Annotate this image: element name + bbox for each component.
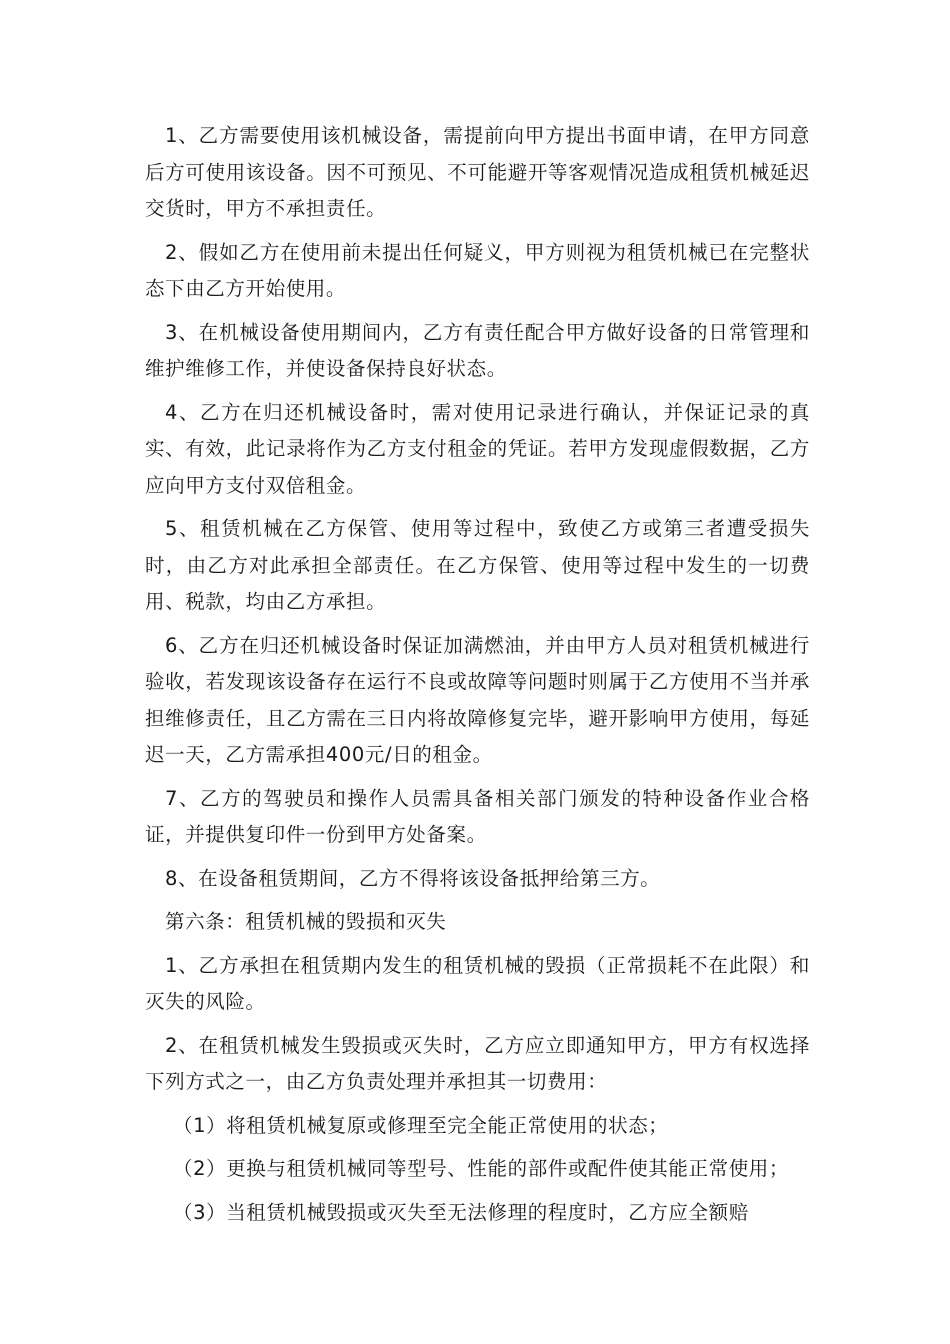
article-6-heading: 第六条：租赁机械的毁损和灭失 <box>165 910 447 933</box>
clause-7: 7、乙方的驾驶员和操作人员需具备相关部门颁发的特种设备作业合格证，并提供复印件一份到甲方处备案。 <box>145 786 810 846</box>
article-6-clause-1: 1、乙方承担在租赁期内发生的租赁机械的毁损（正常损耗不在此限）和灭失的风险。 <box>145 953 810 1013</box>
clause-8: 8、在设备租赁期间，乙方不得将该设备抵押给第三方。 <box>165 866 661 890</box>
article-6-clause-2: 2、在租赁机械发生毁损或灭失时，乙方应立即通知甲方，甲方有权选择下列方式之一，由乙方负责处理并承担其一切费用： <box>145 1033 810 1093</box>
clause-2: 2、假如乙方在使用前未提出任何疑义，甲方则视为租赁机械已在完整状态下由乙方开始使用。 <box>145 240 810 300</box>
clause-5: 5、租赁机械在乙方保管、使用等过程中，致使乙方或第三者遭受损失时，由乙方对此承担全部责任。在乙方保管、使用等过程中发生的一切费用、税款，均由乙方承担。 <box>145 517 810 613</box>
option-3: （3）当租赁机械毁损或灭失至无法修理的程度时，乙方应全额赔 <box>173 1200 749 1224</box>
clause-1: 1、乙方需要使用该机械设备，需提前向甲方提出书面申请，在甲方同意后方可使用该设备。因不可预见、不可能避开等客观情况造成租赁机械延迟交货时，甲方不承担责任。 <box>145 124 810 220</box>
clause-3: 3、在机械设备使用期间内，乙方有责任配合甲方做好设备的日常管理和维护维修工作，并使设备保持良好状态。 <box>145 320 810 380</box>
option-1: （1）将租赁机械复原或修理至完全能正常使用的状态； <box>173 1113 669 1137</box>
option-2: （2）更换与租赁机械同等型号、性能的部件或配件使其能正常使用； <box>173 1157 790 1180</box>
clause-4: 4、乙方在归还机械设备时，需对使用记录进行确认，并保证记录的真实、有效，此记录将作为乙方支付租金的凭证。若甲方发现虚假数据，乙方应向甲方支付双倍租金。 <box>145 400 810 497</box>
clause-6: 6、乙方在归还机械设备时保证加满燃油，并由甲方人员对租赁机械进行验收，若发现该设备存在运行不良或故障等问题时则属于乙方使用不当并承担维修责任，且乙方需在三日内将故障修复完毕，避开影响甲方使用，每延迟一天，乙方需承担400元/日的租金。 <box>145 633 810 766</box>
